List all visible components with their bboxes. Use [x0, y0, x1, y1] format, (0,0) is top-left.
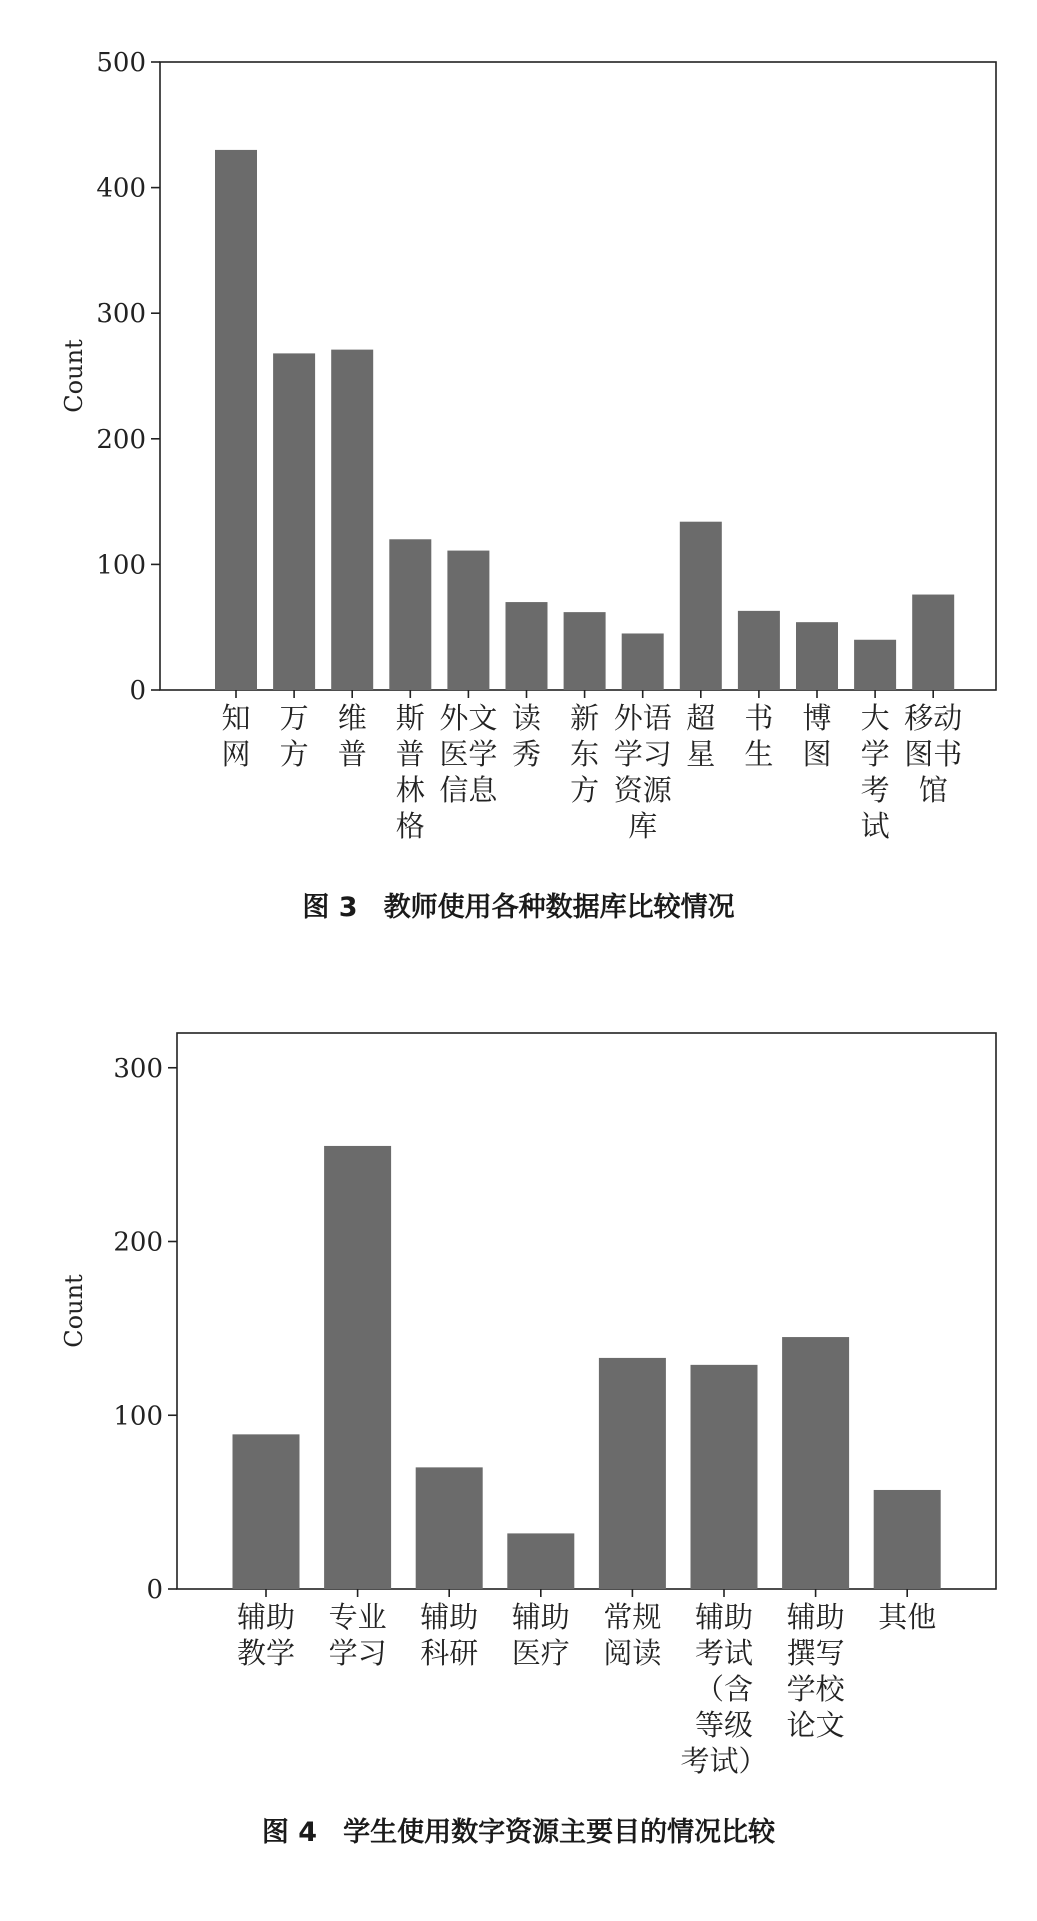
x-category-label-line: 万 [279, 701, 309, 735]
x-category-label-line: 学校 [786, 1672, 845, 1706]
bar-1 [215, 150, 257, 690]
x-category-label-line: 医学 [439, 737, 498, 771]
x-category-label-line: 外语 [613, 701, 672, 735]
x-category-label [680, 1600, 767, 1778]
bar-11 [796, 622, 838, 690]
y-tick-label: 300 [113, 1053, 163, 1084]
x-category-label-line: 读 [511, 701, 542, 735]
x-category-label-line: 维 [337, 701, 367, 735]
x-category-label [603, 1600, 661, 1670]
x-category-label-line: 图 [802, 737, 832, 771]
x-category-label-line: 辅助 [236, 1600, 296, 1634]
x-category-label [861, 701, 890, 843]
figure-4-number: 图 4 [261, 1817, 318, 1848]
figure-3 [0, 0, 1037, 960]
x-category-label [614, 701, 673, 843]
x-category-label-line: 大 [860, 701, 890, 735]
x-category-label-line: （含 [694, 1672, 754, 1706]
bar-5 [447, 551, 489, 690]
x-category-label-line: 辅助 [511, 1600, 570, 1634]
figure-4-caption [0, 1810, 1037, 1849]
bar-13 [912, 595, 954, 690]
x-category-label [237, 1600, 295, 1670]
x-category-label-line: 馆 [918, 773, 948, 807]
x-category-label-line: 普 [337, 737, 367, 771]
x-category-label [280, 701, 309, 771]
x-category-label-line: 辅助 [694, 1600, 754, 1634]
chart-teacher-database-usage [0, 0, 1037, 880]
x-category-label-line: 辅助 [420, 1600, 479, 1634]
x-category-label [686, 701, 715, 771]
x-category-label-line: 科研 [420, 1636, 479, 1670]
x-category-label-line: 等级 [694, 1708, 754, 1742]
x-category-label-line: 图书 [904, 737, 963, 771]
bar-6 [691, 1365, 758, 1589]
x-category-label-line: 林 [395, 773, 425, 807]
x-category-label-line: 东 [570, 737, 600, 771]
figure-4 [0, 960, 1037, 1921]
x-category-label-line: 论文 [786, 1708, 845, 1742]
x-category-label [221, 701, 250, 771]
x-category-label-line: 考试） [680, 1744, 768, 1778]
y-tick-label: 100 [113, 1401, 163, 1432]
x-category-label-line: 斯 [395, 701, 425, 735]
x-category-label-line: 试 [860, 809, 890, 843]
bar-7 [782, 1337, 849, 1589]
figure-3-number: 图 3 [302, 892, 358, 923]
y-axis-label: Count [60, 339, 88, 413]
y-tick-label: 200 [113, 1227, 163, 1258]
x-category-label-line: 知 [221, 701, 251, 735]
x-category-label-line: 阅读 [603, 1636, 662, 1670]
x-category-label [396, 701, 425, 843]
x-category-label-line: 学习 [613, 737, 672, 771]
bar-7 [564, 612, 606, 690]
x-category-label [329, 1600, 387, 1670]
x-category-label [787, 1600, 846, 1742]
figure-4-title: 学生使用数字资源主要目的情况比较 [343, 1817, 776, 1848]
bar-5 [599, 1358, 666, 1589]
bar-4 [507, 1533, 574, 1589]
bar-3 [331, 350, 373, 690]
bar-2 [273, 353, 315, 690]
x-category-label-line: 资源 [613, 773, 672, 807]
x-category-label-line: 生 [744, 737, 774, 771]
bar-8 [622, 633, 664, 690]
x-category-label-line: 网 [221, 737, 251, 771]
y-tick-label: 200 [96, 424, 146, 455]
y-axis-label: Count [60, 1274, 88, 1348]
y-tick-label: 500 [96, 48, 146, 78]
x-category-label-line: 教学 [236, 1636, 296, 1670]
x-category-label [512, 701, 541, 771]
x-category-label-line: 方 [279, 737, 309, 771]
y-tick-label: 0 [129, 676, 146, 706]
y-tick-label: 100 [96, 550, 146, 581]
x-category-label-line: 医疗 [511, 1636, 570, 1670]
x-category-label [878, 1600, 936, 1634]
x-category-label-line: 方 [570, 773, 600, 807]
x-category-label-line: 常规 [603, 1600, 662, 1634]
x-category-label-line: 书 [744, 701, 774, 735]
x-category-label-line: 新 [570, 701, 600, 735]
bar-12 [854, 640, 896, 690]
x-category-label [420, 1600, 478, 1670]
x-category-label-line: 博 [802, 701, 832, 735]
x-category-label-line: 考试 [694, 1636, 754, 1670]
x-category-label [512, 1600, 570, 1670]
bar-8 [874, 1490, 941, 1589]
x-category-label-line: 学 [860, 737, 890, 771]
chart-student-resource-purpose [0, 960, 1037, 1800]
x-category-label [744, 701, 773, 771]
x-category-label-line: 专业 [328, 1600, 387, 1634]
figure-3-caption [0, 885, 1037, 924]
x-category-label-line: 外文 [439, 701, 498, 735]
plot-frame [177, 1033, 996, 1589]
x-category-label [802, 701, 831, 771]
bar-4 [389, 539, 431, 690]
x-category-label-line: 辅助 [786, 1600, 845, 1634]
x-category-label [904, 701, 962, 807]
bar-2 [324, 1146, 391, 1589]
x-category-label [338, 701, 367, 771]
x-category-label-line: 普 [395, 737, 425, 771]
y-tick-label: 400 [96, 173, 146, 204]
bar-1 [233, 1434, 300, 1589]
bar-6 [506, 602, 548, 690]
x-category-label-line: 其他 [878, 1600, 937, 1634]
x-category-label-line: 超 [686, 701, 716, 735]
x-category-label-line: 移动 [904, 701, 963, 735]
x-category-label-line: 学习 [328, 1636, 387, 1670]
x-category-label-line: 格 [395, 809, 425, 843]
bar-10 [738, 611, 780, 690]
x-category-label [439, 701, 498, 807]
x-category-label-line: 库 [628, 809, 658, 843]
x-category-label-line: 撰写 [786, 1636, 845, 1670]
y-tick-label: 0 [146, 1575, 163, 1605]
figure-3-title: 教师使用各种数据库比较情况 [383, 892, 735, 923]
bar-9 [680, 522, 722, 690]
x-category-label-line: 信息 [439, 773, 498, 807]
x-category-label [570, 701, 599, 807]
x-category-label-line: 考 [860, 773, 890, 807]
bar-3 [416, 1467, 483, 1589]
y-tick-label: 300 [96, 299, 146, 330]
x-category-label-line: 星 [686, 737, 716, 771]
x-category-label-line: 秀 [511, 737, 542, 771]
